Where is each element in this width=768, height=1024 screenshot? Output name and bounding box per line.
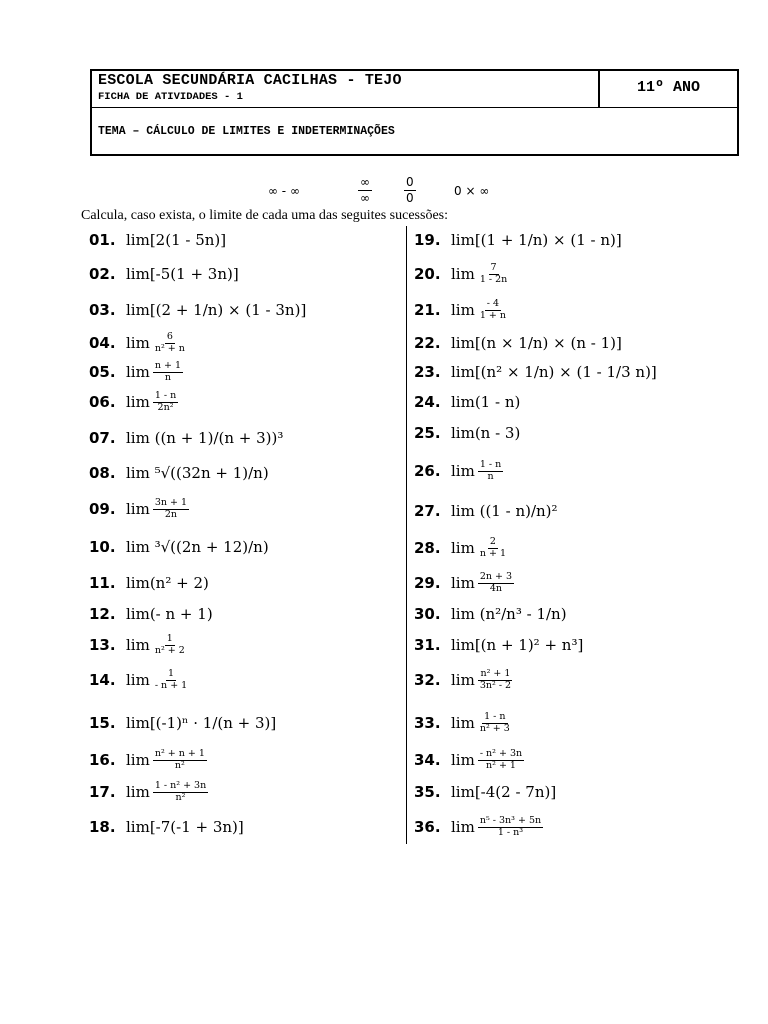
fraction bbox=[478, 572, 514, 594]
exercise-number: 18. bbox=[89, 818, 116, 836]
exercise-item bbox=[414, 333, 622, 353]
exercise-number: 10. bbox=[89, 538, 116, 556]
exercise-expression: lim(1 - n) bbox=[451, 393, 521, 411]
lim-operator: lim bbox=[451, 539, 475, 557]
exercise-number: 29. bbox=[414, 574, 441, 592]
exercise-item bbox=[414, 750, 524, 770]
numerator: n⁵ - 3n³ + 5n bbox=[479, 815, 542, 827]
exercise-item bbox=[414, 423, 520, 443]
numerator: - 4 bbox=[486, 298, 500, 310]
exercise-expression bbox=[126, 391, 178, 413]
exercise-item bbox=[414, 264, 509, 284]
exercise-item bbox=[414, 300, 508, 320]
exercise-number: 15. bbox=[89, 714, 116, 732]
denominator: n² + 3 bbox=[479, 722, 510, 734]
exercise-item bbox=[89, 428, 283, 448]
header-box bbox=[90, 69, 739, 156]
exercise-item bbox=[414, 604, 567, 624]
exercise-expression: lim[(n² × 1/n) × (1 - 1/3 n)] bbox=[451, 363, 657, 381]
lim-operator: lim bbox=[126, 783, 150, 801]
exercise-number: 28. bbox=[414, 539, 441, 557]
exercise-number: 34. bbox=[414, 751, 441, 769]
indet-zero-over-zero: $\frac{0}{0}$ bbox=[406, 175, 414, 205]
exercise-item bbox=[89, 230, 226, 250]
lim-operator: lim bbox=[126, 363, 150, 381]
exercise-item bbox=[414, 782, 556, 802]
fraction bbox=[478, 816, 543, 838]
exercise-expression bbox=[126, 669, 189, 691]
fraction bbox=[478, 749, 524, 771]
exercise-number: 31. bbox=[414, 636, 441, 654]
exercise-number: 36. bbox=[414, 818, 441, 836]
exercise-expression: lim ((n + 1)/(n + 3))³ bbox=[126, 429, 284, 447]
fraction bbox=[478, 537, 508, 559]
school-name: ESCOLA SECUNDÁRIA CACILHAS - TEJO bbox=[98, 72, 402, 89]
exercise-number: 02. bbox=[89, 265, 116, 283]
numerator: 3n + 1 bbox=[154, 497, 188, 509]
exercise-item bbox=[89, 537, 269, 557]
fraction bbox=[153, 361, 183, 383]
lim-operator: lim bbox=[126, 334, 150, 352]
numerator: 1 - n bbox=[484, 711, 506, 723]
exercise-item bbox=[89, 362, 183, 382]
exercise-number: 19. bbox=[414, 231, 441, 249]
exercise-expression: lim[(n × 1/n) × (n - 1)] bbox=[451, 334, 622, 352]
numerator: 1 bbox=[168, 668, 175, 680]
exercise-item bbox=[89, 264, 239, 284]
numerator: 6 bbox=[166, 331, 173, 343]
exercise-number: 17. bbox=[89, 783, 116, 801]
exercise-number: 09. bbox=[89, 500, 116, 518]
exercise-number: 32. bbox=[414, 671, 441, 689]
denominator: 1 - 2n bbox=[479, 273, 508, 285]
exercise-number: 03. bbox=[89, 301, 116, 319]
exercise-item bbox=[89, 300, 306, 320]
denominator: n + 1 bbox=[479, 547, 506, 559]
numerator: 1 bbox=[166, 633, 173, 645]
exercise-expression: lim[-7(-1 + 3n)] bbox=[126, 818, 244, 836]
numerator: 1 - n bbox=[154, 390, 177, 402]
denominator: 1 - n³ bbox=[497, 826, 524, 838]
exercise-number: 20. bbox=[414, 265, 441, 283]
exercise-item bbox=[414, 713, 512, 733]
exercise-number: 22. bbox=[414, 334, 441, 352]
exercise-item bbox=[414, 538, 508, 558]
instruction: Calcula, caso exista, o limite de cada uma das seguites sucessões: bbox=[81, 208, 449, 223]
denominator: 4n bbox=[489, 582, 503, 594]
numerator: n² + 1 bbox=[480, 668, 511, 680]
numerator: 1 - n bbox=[479, 459, 502, 471]
denominator: - n + 1 bbox=[154, 679, 188, 691]
denominator: n² + n bbox=[154, 342, 185, 354]
fraction bbox=[478, 299, 508, 321]
denominator: 3n² - 2 bbox=[479, 679, 512, 691]
exercise-expression: lim[-5(1 + 3n)] bbox=[126, 265, 239, 283]
exercise-item bbox=[89, 499, 189, 519]
exercise-number: 12. bbox=[89, 605, 116, 623]
exercise-number: 25. bbox=[414, 424, 441, 442]
exercise-item bbox=[89, 817, 244, 837]
exercise-number: 04. bbox=[89, 334, 116, 352]
exercise-expression bbox=[451, 537, 508, 559]
numerator: 7 bbox=[490, 262, 497, 274]
exercise-number: 23. bbox=[414, 363, 441, 381]
lim-operator: lim bbox=[451, 301, 475, 319]
numerator: 1 - n² + 3n bbox=[154, 780, 207, 792]
exercise-expression: lim (n²/n³ - 1/n) bbox=[451, 605, 567, 623]
exercise-number: 26. bbox=[414, 462, 441, 480]
column-divider bbox=[406, 226, 407, 844]
exercise-expression bbox=[451, 749, 524, 771]
exercise-item bbox=[89, 392, 178, 412]
exercise-item bbox=[414, 362, 657, 382]
exercise-number: 16. bbox=[89, 751, 116, 769]
sheet-title: FICHA DE ATIVIDADES - 1 bbox=[98, 91, 243, 103]
exercise-expression: lim[(2 + 1/n) × (1 - 3n)] bbox=[126, 301, 307, 319]
denominator: n² + 2 bbox=[154, 644, 185, 656]
indet-inf-over-inf: $\frac{\infty}{\infty}$ bbox=[360, 175, 370, 205]
numerator: n² + n + 1 bbox=[154, 748, 205, 760]
numerator: 2n + 3 bbox=[479, 571, 513, 583]
exercise-item bbox=[414, 670, 513, 690]
indet-zero-times-inf: 0 × ∞ bbox=[454, 184, 490, 198]
lim-operator: lim bbox=[451, 714, 475, 732]
exercise-item bbox=[89, 573, 209, 593]
exercise-expression bbox=[451, 460, 503, 482]
exercise-expression: lim(- n + 1) bbox=[126, 605, 213, 623]
fraction bbox=[153, 749, 207, 771]
fraction bbox=[153, 391, 178, 413]
exercise-item bbox=[414, 817, 543, 837]
lim-operator: lim bbox=[451, 462, 475, 480]
exercise-expression bbox=[126, 361, 183, 383]
exercise-expression: lim[(1 + 1/n) × (1 - n)] bbox=[451, 231, 622, 249]
exercise-expression bbox=[126, 634, 187, 656]
exercise-expression: lim(n² + 2) bbox=[126, 574, 209, 592]
lim-operator: lim bbox=[451, 818, 475, 836]
exercise-expression bbox=[451, 572, 514, 594]
exercise-number: 05. bbox=[89, 363, 116, 381]
exercise-expression bbox=[126, 781, 208, 803]
fraction bbox=[153, 332, 187, 354]
fraction bbox=[478, 669, 513, 691]
exercise-item bbox=[89, 463, 269, 483]
exercise-item bbox=[414, 392, 520, 412]
exercise-item bbox=[89, 782, 208, 802]
numerator: 2 bbox=[489, 536, 496, 548]
lim-operator: lim bbox=[126, 393, 150, 411]
exercise-expression: lim ((1 - n)/n)² bbox=[451, 502, 558, 520]
exercise-expression: lim[-4(2 - 7n)] bbox=[451, 783, 557, 801]
exercise-number: 01. bbox=[89, 231, 116, 249]
fraction bbox=[153, 669, 189, 691]
exercise-expression bbox=[451, 263, 509, 285]
exercise-item bbox=[414, 573, 514, 593]
exercise-item bbox=[89, 670, 189, 690]
exercise-number: 21. bbox=[414, 301, 441, 319]
numerator: - n² + 3n bbox=[479, 748, 523, 760]
denominator: n bbox=[487, 470, 494, 482]
numerator: n + 1 bbox=[154, 360, 181, 372]
indet-inf-minus-inf: ∞ - ∞ bbox=[268, 184, 300, 198]
fraction bbox=[153, 781, 208, 803]
exercise-expression bbox=[126, 498, 189, 520]
exercise-item bbox=[414, 635, 583, 655]
exercise-expression bbox=[451, 816, 543, 838]
denominator: 2n bbox=[164, 508, 178, 520]
lim-operator: lim bbox=[451, 265, 475, 283]
exercise-number: 30. bbox=[414, 605, 441, 623]
denominator: 1 + n bbox=[479, 309, 506, 321]
exercise-item bbox=[414, 501, 558, 521]
lim-operator: lim bbox=[126, 636, 150, 654]
fraction bbox=[478, 712, 512, 734]
exercise-number: 24. bbox=[414, 393, 441, 411]
exercise-number: 06. bbox=[89, 393, 116, 411]
exercise-item bbox=[89, 604, 213, 624]
exercise-item bbox=[89, 713, 276, 733]
fraction bbox=[153, 634, 187, 656]
exercise-expression: lim(n - 3) bbox=[451, 424, 521, 442]
lim-operator: lim bbox=[126, 751, 150, 769]
exercise-number: 33. bbox=[414, 714, 441, 732]
exercise-number: 27. bbox=[414, 502, 441, 520]
exercise-expression bbox=[451, 712, 512, 734]
exercise-number: 35. bbox=[414, 783, 441, 801]
exercise-number: 08. bbox=[89, 464, 116, 482]
exercise-expression bbox=[126, 749, 207, 771]
fraction bbox=[153, 498, 189, 520]
exercise-expression: lim ⁵√((32n + 1)/n) bbox=[126, 464, 269, 482]
exercise-expression bbox=[451, 299, 508, 321]
denominator: 2n² bbox=[157, 401, 174, 413]
exercise-item bbox=[414, 230, 622, 250]
lim-operator: lim bbox=[126, 500, 150, 518]
exercise-expression: lim[(-1)ⁿ · 1/(n + 3)] bbox=[126, 714, 277, 732]
exercise-item bbox=[89, 333, 187, 353]
exercise-expression: lim ³√((2n + 12)/n) bbox=[126, 538, 269, 556]
exercise-item bbox=[89, 750, 207, 770]
exercise-item bbox=[89, 635, 187, 655]
denominator: n² bbox=[174, 759, 185, 771]
lim-operator: lim bbox=[451, 671, 475, 689]
denominator: n² + 1 bbox=[486, 759, 516, 771]
lim-operator: lim bbox=[126, 671, 150, 689]
denominator: n² bbox=[175, 791, 186, 803]
lim-operator: lim bbox=[451, 574, 475, 592]
exercise-number: 11. bbox=[89, 574, 116, 592]
topic: TEMA – CÁLCULO DE LIMITES E INDETERMINAÇÕES bbox=[98, 125, 395, 138]
exercise-number: 13. bbox=[89, 636, 116, 654]
school-year: 11º ANO bbox=[636, 79, 700, 96]
exercise-expression: lim[(n + 1)² + n³] bbox=[451, 636, 584, 654]
exercise-item bbox=[414, 461, 503, 481]
denominator: n bbox=[164, 371, 171, 383]
exercise-number: 07. bbox=[89, 429, 116, 447]
fraction bbox=[478, 460, 503, 482]
exercise-number: 14. bbox=[89, 671, 116, 689]
exercise-expression bbox=[126, 332, 187, 354]
lim-operator: lim bbox=[451, 751, 475, 769]
exercise-expression bbox=[451, 669, 513, 691]
fraction bbox=[478, 263, 509, 285]
exercise-expression: lim[2(1 - 5n)] bbox=[126, 231, 227, 249]
